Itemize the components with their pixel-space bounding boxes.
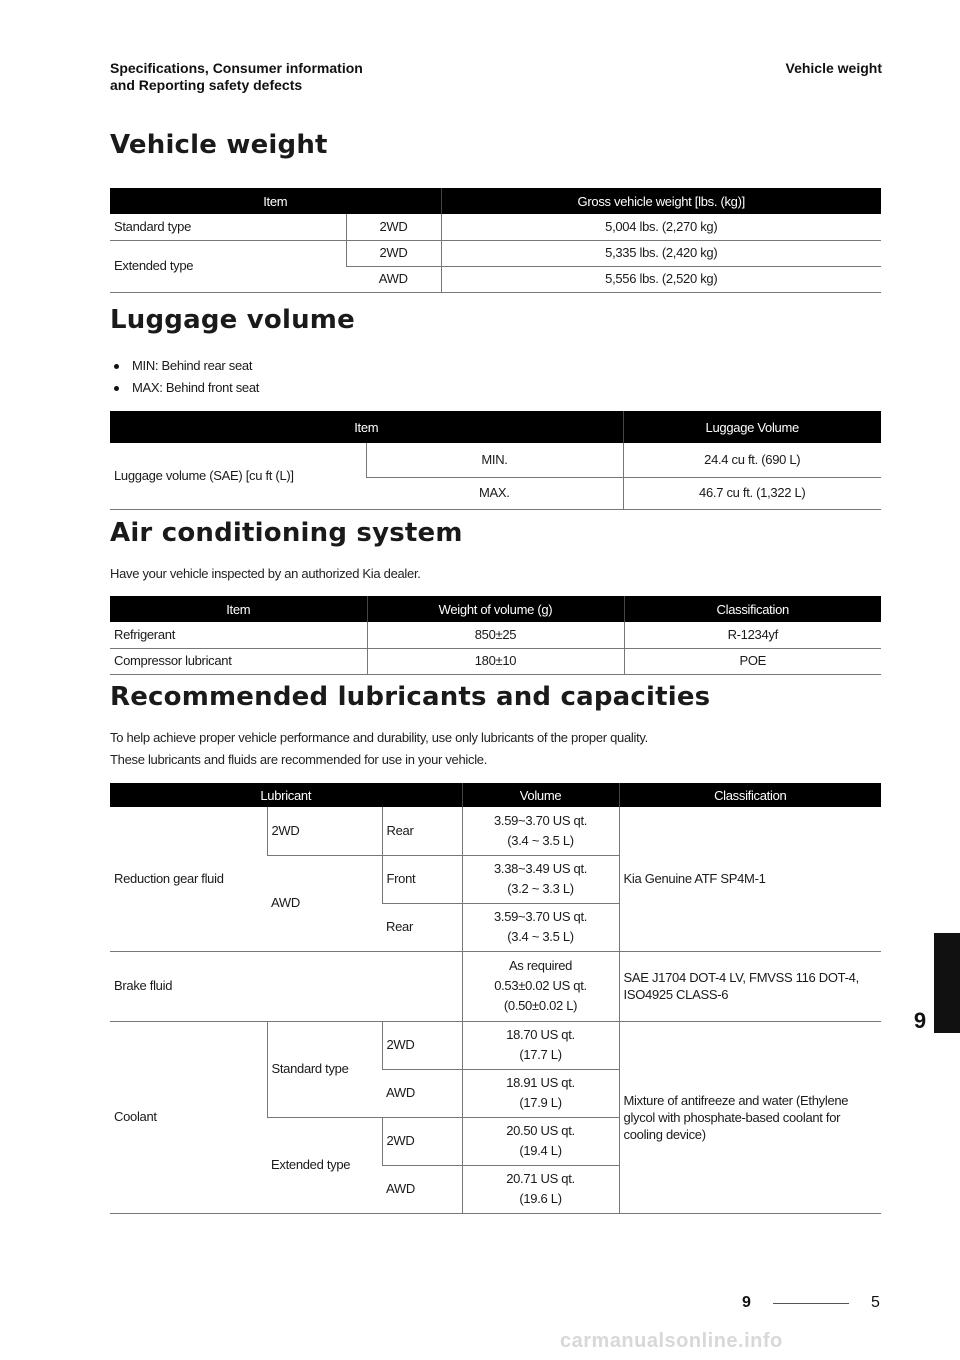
- reduction-2wd-label: 2WD: [267, 807, 382, 855]
- volume-liters: (19.6 L): [519, 1191, 562, 1206]
- footer-section-number: 9: [742, 1294, 751, 1311]
- lubricants-note-1: To help achieve proper vehicle performance and durability, use only lubricants of the proper quality.: [110, 730, 648, 745]
- classification-line: Mixture of antifreeze and water (Ethylene: [623, 1092, 849, 1108]
- table-header-row: [110, 596, 881, 622]
- header-classification: Classification: [624, 596, 881, 622]
- coolant-extended-label: Extended type: [267, 1117, 382, 1213]
- lubricants-heading: Recommended lubricants and capacities: [110, 682, 711, 712]
- vehicle-weight-heading: Vehicle weight: [110, 130, 328, 160]
- table-header-row: [110, 411, 881, 443]
- coolant-standard-awd-label: AWD: [382, 1069, 462, 1117]
- lubricants-table: [110, 783, 881, 1214]
- volume-liters: (17.9 L): [519, 1095, 562, 1110]
- watermark-text: carmanualsonline.info: [560, 1330, 783, 1352]
- volume-us: 20.71 US qt.: [506, 1171, 575, 1186]
- chapter-tab-bar: [934, 933, 960, 1033]
- extended-awd-label: AWD: [346, 266, 441, 292]
- reduction-gear-classification: Kia Genuine ATF SP4M-1: [619, 807, 881, 951]
- table-header-row: [110, 783, 881, 807]
- air-conditioning-table: [110, 596, 881, 675]
- brake-fluid-classification: [619, 951, 881, 1021]
- luggage-min-label: MIN.: [366, 443, 623, 477]
- volume-liters: (3.2 ~ 3.3 L): [507, 881, 574, 896]
- volume-us: 18.70 US qt.: [506, 1027, 575, 1042]
- luggage-bullet-list: [110, 355, 259, 399]
- coolant-standard-2wd-volume: [462, 1021, 619, 1069]
- reduction-awd-front-volume: [462, 855, 619, 903]
- coolant-extended-2wd-label: 2WD: [382, 1117, 462, 1165]
- extended-awd-weight: 5,556 lbs. (2,520 kg): [441, 266, 881, 292]
- coolant-standard-awd-volume: [462, 1069, 619, 1117]
- classification-line: ISO4925 CLASS-6: [623, 987, 729, 1002]
- table-row: [110, 443, 881, 477]
- air-conditioning-note: Have your vehicle inspected by an authorized Kia dealer.: [110, 566, 421, 581]
- volume-liters: (3.4 ~ 3.5 L): [507, 832, 574, 848]
- chapter-tab-number: 9: [913, 1008, 927, 1033]
- reduction-2wd-rear-volume: [462, 807, 619, 855]
- compressor-lubricant-label: Compressor lubricant: [110, 648, 367, 674]
- compressor-lubricant-classification: POE: [624, 648, 881, 674]
- header-classification: Classification: [619, 783, 881, 807]
- luggage-min-value: 24.4 cu ft. (690 L): [623, 443, 881, 477]
- footer-divider: [773, 1303, 849, 1304]
- coolant-extended-awd-label: AWD: [382, 1165, 462, 1213]
- extended-2wd-weight: 5,335 lbs. (2,420 kg): [441, 240, 881, 266]
- volume-us: 18.91 US qt.: [506, 1075, 575, 1090]
- header-volume: Volume: [462, 783, 619, 807]
- header-lubricant: Lubricant: [110, 783, 462, 807]
- header-item: Item: [110, 596, 367, 622]
- volume-liters: (19.4 L): [519, 1143, 562, 1158]
- table-row: [110, 622, 881, 648]
- table-row: [110, 648, 881, 674]
- volume-us: 3.59~3.70 US qt.: [493, 812, 588, 828]
- chapter-title-line2: and Reporting safety defects: [110, 77, 303, 93]
- luggage-volume-table: [110, 411, 881, 510]
- refrigerant-label: Refrigerant: [110, 622, 367, 648]
- list-item: MIN: Behind rear seat: [110, 355, 259, 377]
- header-weight-of-volume: Weight of volume (g): [367, 596, 624, 622]
- extended-2wd-label: 2WD: [346, 240, 441, 266]
- brake-fluid-label: Brake fluid: [110, 951, 462, 1021]
- coolant-standard-label: Standard type: [267, 1021, 382, 1117]
- brake-fluid-volume: [462, 951, 619, 1021]
- table-row: [110, 1021, 881, 1069]
- table-header-row: [110, 188, 881, 214]
- volume-us: 3.59~3.70 US qt.: [493, 909, 588, 924]
- coolant-extended-awd-volume: [462, 1165, 619, 1213]
- table-row: [110, 240, 881, 266]
- coolant-extended-2wd-volume: [462, 1117, 619, 1165]
- list-item: MAX: Behind front seat: [110, 377, 259, 399]
- luggage-max-label: MAX.: [366, 477, 623, 509]
- table-row: [110, 951, 881, 1021]
- standard-weight-value: 5,004 lbs. (2,270 kg): [441, 214, 881, 240]
- classification-line: glycol with phosphate-based coolant for: [623, 1109, 841, 1125]
- vehicle-weight-table: [110, 188, 881, 293]
- table-row: [110, 807, 881, 855]
- header-luggage-volume: Luggage Volume: [623, 411, 881, 443]
- classification-line: SAE J1704 DOT-4 LV, FMVSS 116 DOT-4,: [623, 970, 859, 985]
- reduction-awd-rear-volume: [462, 903, 619, 951]
- air-conditioning-heading: Air conditioning system: [110, 518, 463, 548]
- coolant-label: Coolant: [110, 1021, 267, 1213]
- luggage-row-label: Luggage volume (SAE) [cu ft (L)]: [110, 443, 366, 509]
- footer-page-number: 5: [871, 1294, 880, 1311]
- reduction-gear-label: Reduction gear fluid: [110, 807, 267, 951]
- volume-note: As required: [508, 958, 573, 973]
- reduction-awd-label: AWD: [267, 855, 382, 951]
- refrigerant-classification: R-1234yf: [624, 622, 881, 648]
- lubricants-note-2: These lubricants and fluids are recommended for use in your vehicle.: [110, 752, 488, 767]
- coolant-classification: [619, 1021, 881, 1213]
- luggage-volume-heading: Luggage volume: [110, 305, 355, 335]
- volume-us: 3.38~3.49 US qt.: [493, 861, 588, 876]
- reduction-2wd-rear-label: Rear: [382, 807, 462, 855]
- refrigerant-weight: 850±25: [367, 622, 624, 648]
- compressor-lubricant-weight: 180±10: [367, 648, 624, 674]
- volume-us: 0.53±0.02 US qt.: [494, 978, 587, 993]
- reduction-awd-rear-label: Rear: [382, 903, 462, 951]
- chapter-title-line1: Specifications, Consumer information: [110, 60, 363, 76]
- running-header-section: Vehicle weight: [785, 60, 882, 76]
- luggage-max-value: 46.7 cu ft. (1,322 L): [623, 477, 881, 509]
- volume-liters: (3.4 ~ 3.5 L): [507, 929, 574, 944]
- volume-liters: (0.50±0.02 L): [503, 998, 578, 1013]
- header-item: Item: [110, 188, 441, 214]
- table-row: [110, 214, 881, 240]
- reduction-awd-front-label: Front: [382, 855, 462, 903]
- coolant-standard-2wd-label: 2WD: [382, 1021, 462, 1069]
- volume-liters: (17.7 L): [519, 1047, 562, 1062]
- standard-type-label: Standard type: [110, 214, 346, 240]
- volume-us: 20.50 US qt.: [506, 1123, 575, 1138]
- standard-drive-label: 2WD: [346, 214, 441, 240]
- classification-line: cooling device): [623, 1126, 706, 1142]
- header-item: Item: [110, 411, 623, 443]
- running-header-chapter: [110, 60, 363, 94]
- header-gross-weight: Gross vehicle weight [lbs. (kg)]: [441, 188, 881, 214]
- extended-type-label: Extended type: [110, 240, 346, 292]
